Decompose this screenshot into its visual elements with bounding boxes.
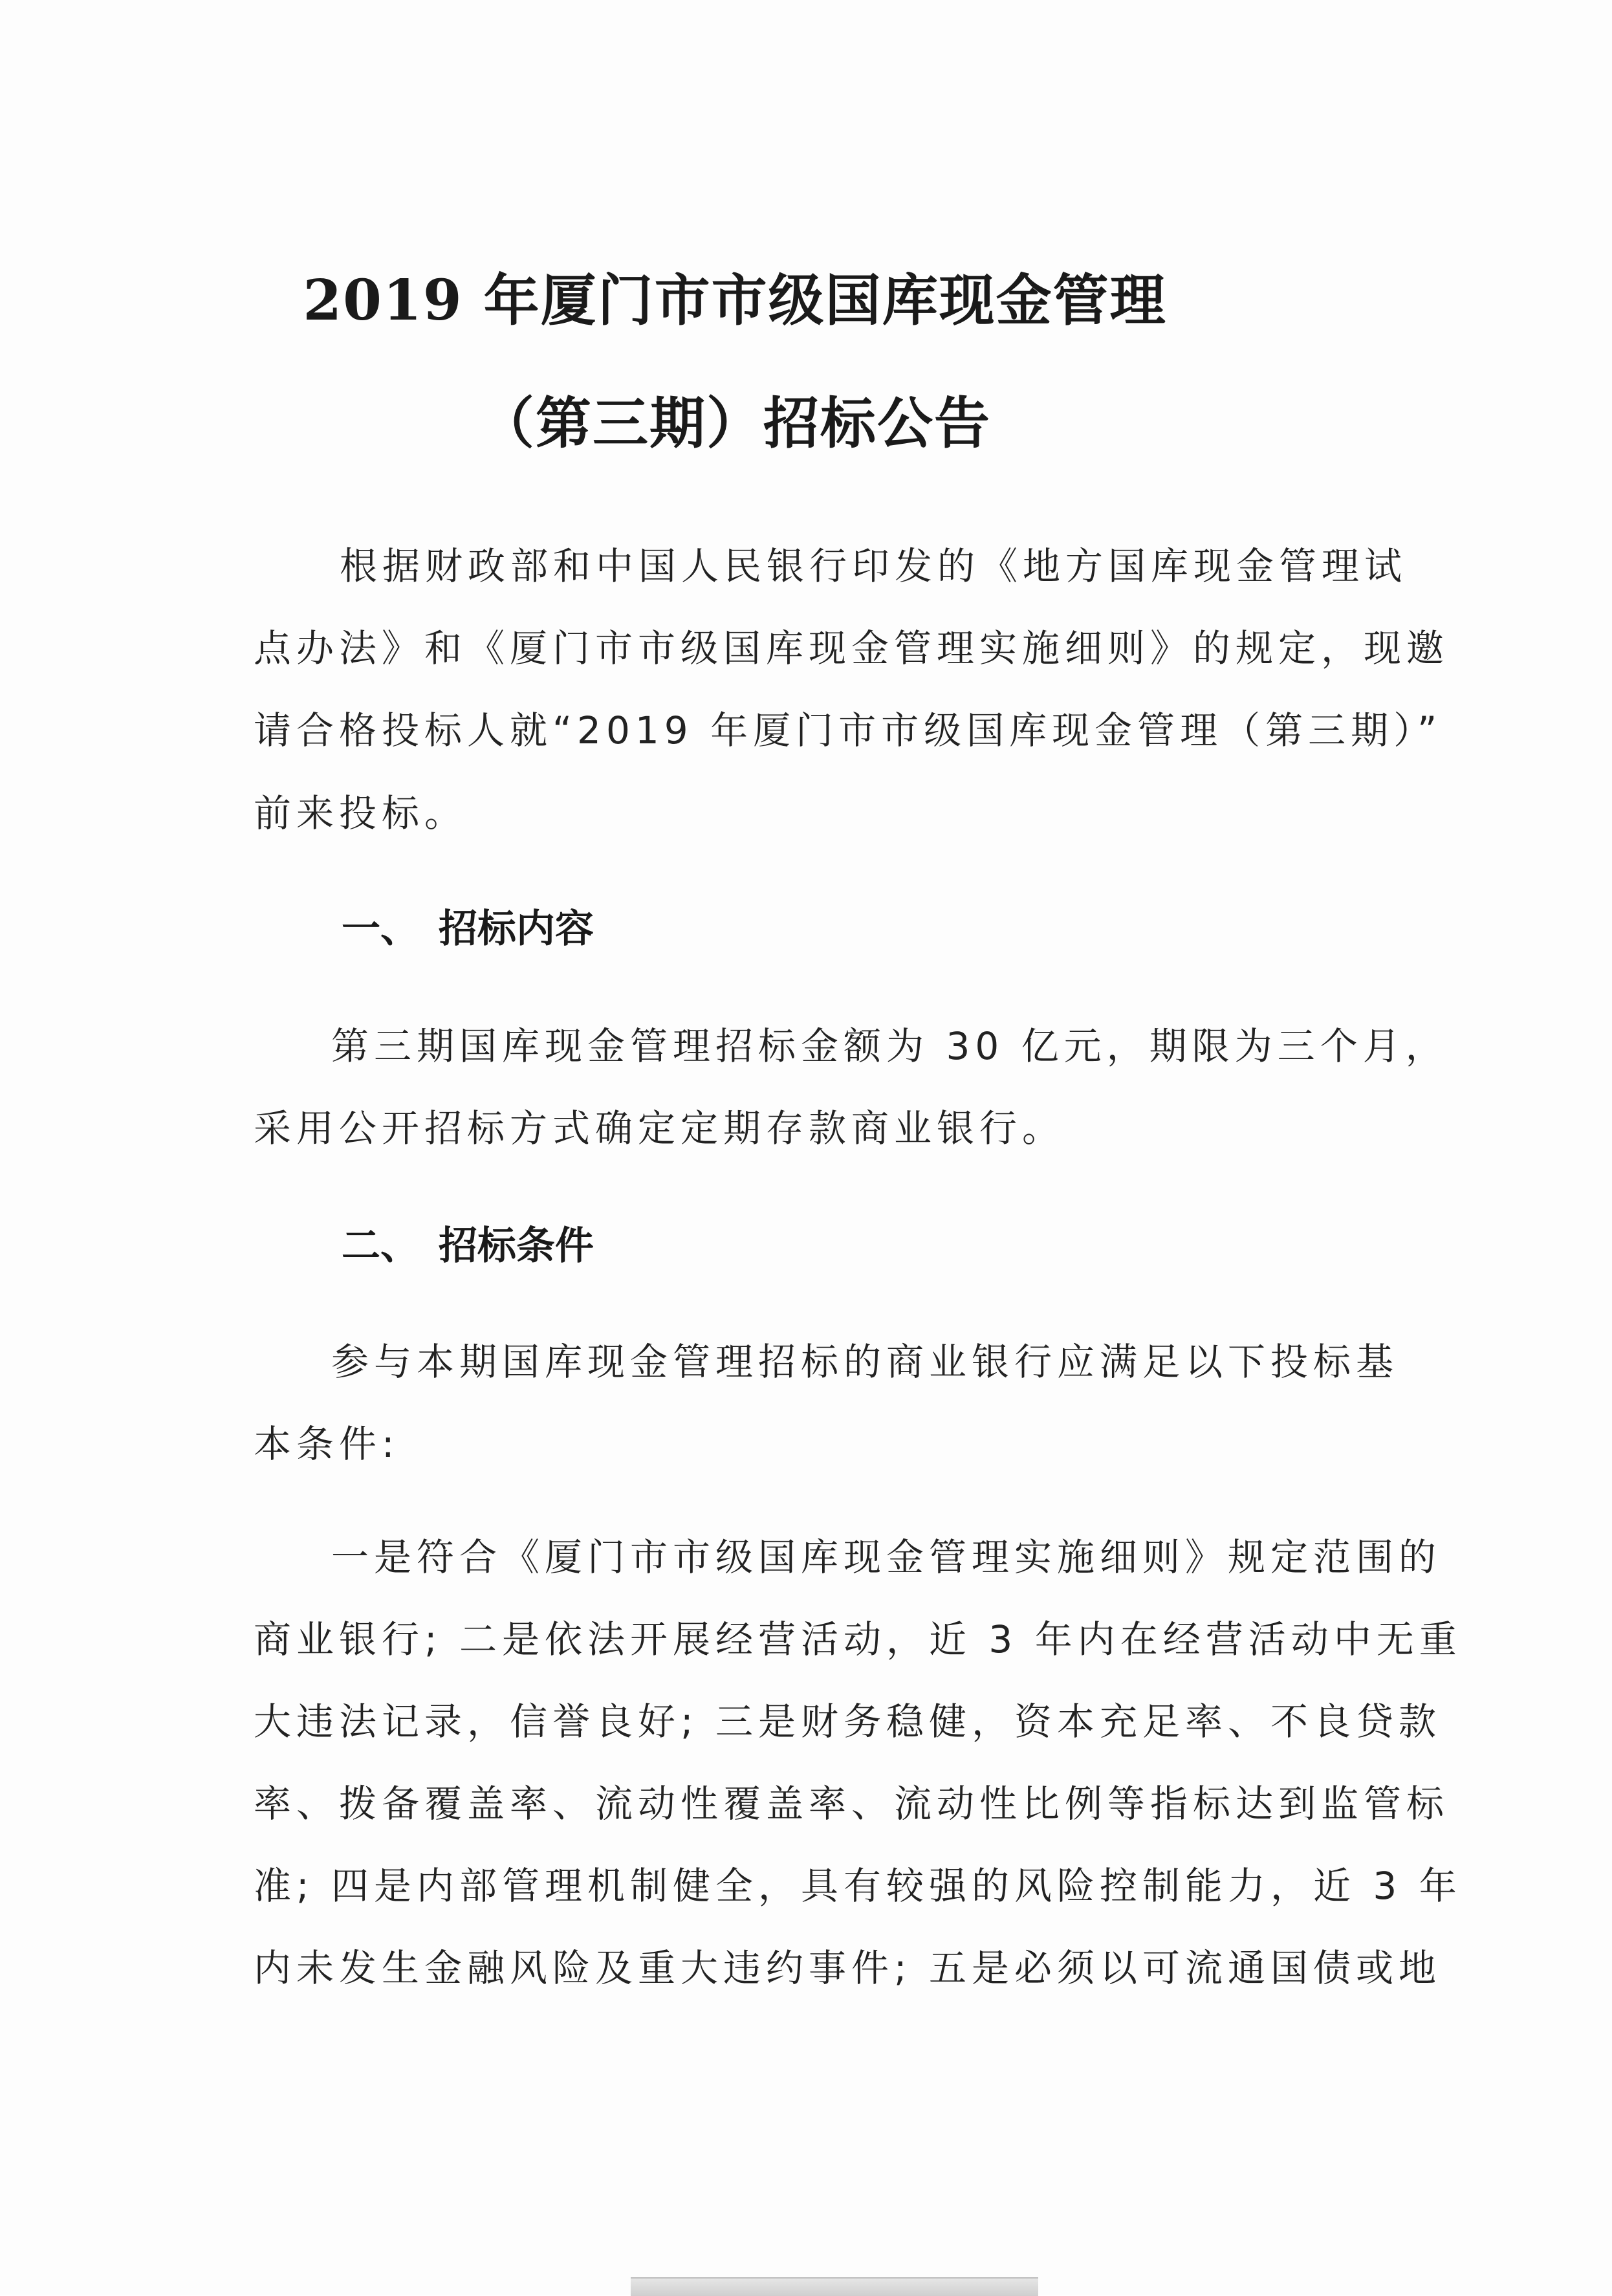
intro-line-4: 前来投标。 bbox=[254, 791, 468, 835]
section2-line-1: 参与本期国库现金管理招标的商业银行应满足以下投标基 bbox=[331, 1340, 1399, 1384]
section-title-1: 招标内容 bbox=[439, 906, 594, 952]
section-heading-2 bbox=[342, 1215, 594, 1271]
condition-line-6: 内未发生金融风险及重大违约事件; 五是必须以可流通国债或地 bbox=[254, 1946, 1441, 1990]
scan-artifact bbox=[631, 2277, 1038, 2296]
intro-line-1: 根据财政部和中国人民银行印发的《地方国库现金管理试 bbox=[340, 544, 1408, 588]
section-heading-1 bbox=[342, 898, 594, 954]
section-number-2: 二、 bbox=[342, 1223, 419, 1269]
section2-line-2: 本条件: bbox=[254, 1422, 400, 1466]
condition-line-5: 准; 四是内部管理机制健全，具有较强的风险控制能力，近 3 年 bbox=[254, 1864, 1462, 1908]
document-title-line2: （第三期）招标公告 bbox=[479, 391, 991, 456]
condition-line-3: 大违法记录，信誉良好; 三是财务稳健，资本充足率、不良贷款 bbox=[254, 1700, 1441, 1744]
condition-line-1: 一是符合《厦门市市级国库现金管理实施细则》规定范围的 bbox=[331, 1535, 1442, 1579]
section1-line-1: 第三期国库现金管理招标金额为 30 亿元，期限为三个月， bbox=[331, 1024, 1448, 1068]
section-title-2: 招标条件 bbox=[439, 1223, 594, 1269]
section1-line-2: 采用公开招标方式确定定期存款商业银行。 bbox=[254, 1106, 1065, 1150]
intro-line-3: 请合格投标人就“2019 年厦门市市级国库现金管理（第三期）” bbox=[254, 708, 1443, 752]
condition-line-2: 商业银行; 二是依法开展经营活动，近 3 年内在经营活动中无重 bbox=[254, 1617, 1462, 1661]
document-title-line1: 2019 年厦门市市级国库现金管理 bbox=[303, 268, 1167, 333]
intro-line-2: 点办法》和《厦门市市级国库现金管理实施细则》的规定，现邀 bbox=[254, 626, 1450, 670]
section-number-1: 一、 bbox=[342, 906, 419, 952]
condition-line-4: 率、拨备覆盖率、流动性覆盖率、流动性比例等指标达到监管标 bbox=[254, 1782, 1450, 1826]
